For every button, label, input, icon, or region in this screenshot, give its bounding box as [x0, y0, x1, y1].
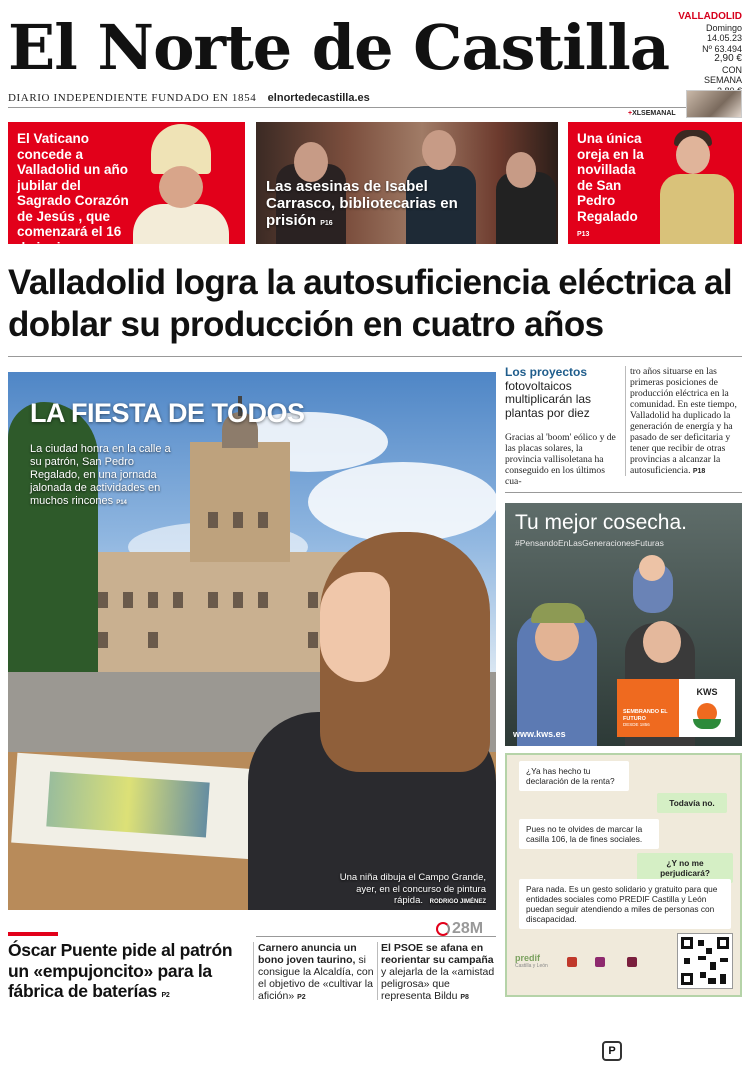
- edition-number: Nº 63.494: [702, 43, 742, 54]
- edition-with-item: SEMANA: [703, 75, 742, 85]
- drawing: [46, 771, 209, 837]
- predif-logo-sub: Castilla y León: [515, 963, 548, 969]
- website-link[interactable]: elnortedecastilla.es: [267, 92, 370, 104]
- projects-body-col2-text: tro años situarse en las primeras posiciones de producción eléctrica en la comunidad. En este tiempo, Valladolid ha duplicado la generación de energía y ha pasado de ser deficitaria y tener que recibir de otras provincias a alcanzar la autosuficiencia.: [630, 366, 737, 476]
- edition-price: 2,90 €: [714, 53, 742, 64]
- page-ref: P12: [72, 246, 85, 254]
- edition-date: 14.05.23: [706, 33, 742, 43]
- qr-code-icon[interactable]: [677, 933, 733, 989]
- edition-day: Domingo: [705, 22, 742, 33]
- supplement-promo[interactable]: [628, 90, 742, 120]
- photo-subtitle-text: La ciudad honra en la calle a su patrón, San Pedro Regalado, en una jornada jalonada de actividades en muchos rincones: [30, 443, 171, 507]
- election-badge: [436, 920, 483, 938]
- projects-body-col2: [630, 366, 742, 477]
- page-ref: P14: [116, 500, 127, 506]
- parking-icon[interactable]: P: [602, 1041, 622, 1061]
- page-ref: P8: [460, 994, 469, 1001]
- chat-bubble: Todavía no.: [657, 793, 727, 813]
- kws-logo: [679, 679, 735, 737]
- photo-caption: [336, 872, 486, 909]
- photo-subtitle: [30, 443, 180, 510]
- story-puente[interactable]: [8, 940, 252, 1007]
- masthead: [8, 6, 670, 90]
- divider: [253, 942, 254, 1000]
- projects-body: Gracias al 'boom' eólico y de las placas solares, la provincia vallisoletana ha conseguido en los últimos cua-: [505, 432, 616, 487]
- sponsor-logo: [567, 955, 593, 977]
- teaser-carrasco[interactable]: [256, 122, 558, 244]
- ad-title: Tu mejor cosecha.: [515, 511, 687, 534]
- projects-lead-highlight: Los proyectos: [505, 365, 588, 379]
- teaser-text: [17, 131, 129, 258]
- projects-lead[interactable]: [505, 366, 620, 420]
- story-carnero[interactable]: [258, 942, 376, 1004]
- caption-text: Una niña dibuja el Campo Grande, ayer, en el concurso de pintura rápida.: [339, 872, 486, 906]
- photo-title: LA FIESTA DE TODOS: [30, 398, 305, 428]
- supplement-name: XLSEMANAL: [632, 110, 676, 117]
- ad-hashtag: #PensandoEnLasGeneracionesFuturas: [515, 538, 664, 548]
- divider: [625, 366, 626, 476]
- predif-logo-text: predif: [515, 953, 541, 963]
- election-logo-icon: [436, 922, 450, 936]
- story-rest: y alejarla de la «amistad peligrosa» que representa Bildu: [381, 966, 495, 1002]
- chat-bubble: ¿Y no me perjudicará?: [637, 853, 733, 883]
- tagline: [8, 92, 370, 104]
- photo-credit: RODRIGO JIMÉNEZ: [429, 899, 486, 905]
- chat-bubble: Pues no te olvides de marcar la casilla 106, la de fines sociales.: [519, 819, 659, 849]
- predif-logo: [515, 953, 548, 969]
- teaser-novillada[interactable]: [568, 122, 742, 244]
- teaser-text: [266, 178, 496, 232]
- supplement-thumbnail: [686, 90, 742, 118]
- edition-info: [662, 12, 742, 96]
- teaser-text: [577, 131, 651, 243]
- edition-city: VALLADOLID: [678, 11, 742, 22]
- pope-photo: [125, 122, 235, 244]
- sponsor-logo: [627, 955, 653, 977]
- story-headline: Óscar Puente pide al patrón un «empujoncito» para la fábrica de baterías: [8, 940, 233, 1001]
- ad-slogan-text: SEMBRANDO EL FUTURO: [623, 709, 668, 722]
- kws-advertisement[interactable]: [505, 503, 742, 746]
- story-lead: Carnero anuncia un bono joven taurino,: [258, 942, 357, 966]
- main-photo[interactable]: [8, 372, 496, 910]
- projects-lead-rest: fotovoltaicos multiplicarán las plantas por diez: [505, 378, 592, 420]
- ad-website[interactable]: www.kws.es: [513, 729, 566, 739]
- teaser-headline: Las asesinas de Isabel Carrasco, bibliotecarias en prisión: [266, 178, 458, 229]
- page-ref: P2: [161, 992, 170, 999]
- page-ref: P18: [692, 468, 706, 475]
- ad-slogan-since: DESDE 1856: [623, 722, 650, 727]
- page-ref: P2: [297, 994, 306, 1001]
- teaser-headline: El Vaticano concede a Valladolid un año jubilar del Sagrado Corazón de Jesús , que comenzará el 16 de junio: [17, 131, 129, 255]
- teaser-vatican[interactable]: [8, 122, 245, 255]
- chat-bubble: ¿Ya has hecho tu declaración de la renta?: [519, 761, 629, 791]
- kws-logo-text: KWS: [696, 687, 718, 697]
- page-ref: P13: [577, 231, 590, 238]
- supplement-label: [628, 110, 676, 117]
- divider: [8, 356, 742, 357]
- supplement-plus: +: [628, 110, 633, 117]
- story-rest: si consigue la Alcaldía, con el objetivo de «cultivar la afición»: [258, 954, 374, 1002]
- sponsor-logo: [595, 955, 621, 977]
- section-accent-bar: [8, 932, 58, 936]
- main-headline[interactable]: Valladolid logra la autosuficiencia eléctrica al doblar su producción en cuatro años: [8, 263, 732, 344]
- tagline-text: DIARIO INDEPENDIENTE FUNDADO EN 1854: [8, 92, 257, 104]
- story-psoe[interactable]: [381, 942, 496, 1004]
- edition-with: CON: [722, 64, 742, 75]
- predif-advertisement[interactable]: [505, 753, 742, 997]
- newspaper-title: El Norte de Castilla: [8, 11, 670, 84]
- chat-bubble: Para nada. Es un gesto solidario y gratuito para que entidades sociales como PREDIF Castilla y León puedan seguir atendiendo a miles de personas con discapacidad.: [519, 879, 731, 929]
- teaser-headline: Una única oreja en la novillada de San Pedro Regalado: [577, 131, 644, 224]
- election-badge-text: 28M: [452, 920, 484, 937]
- story-lead: El PSOE se afana en reorientar su campaña: [381, 942, 494, 966]
- bullfighter-photo: [656, 128, 736, 244]
- divider: [377, 942, 378, 1000]
- ad-slogan: [623, 709, 677, 729]
- page-ref: P16: [320, 220, 333, 227]
- divider: [505, 492, 742, 493]
